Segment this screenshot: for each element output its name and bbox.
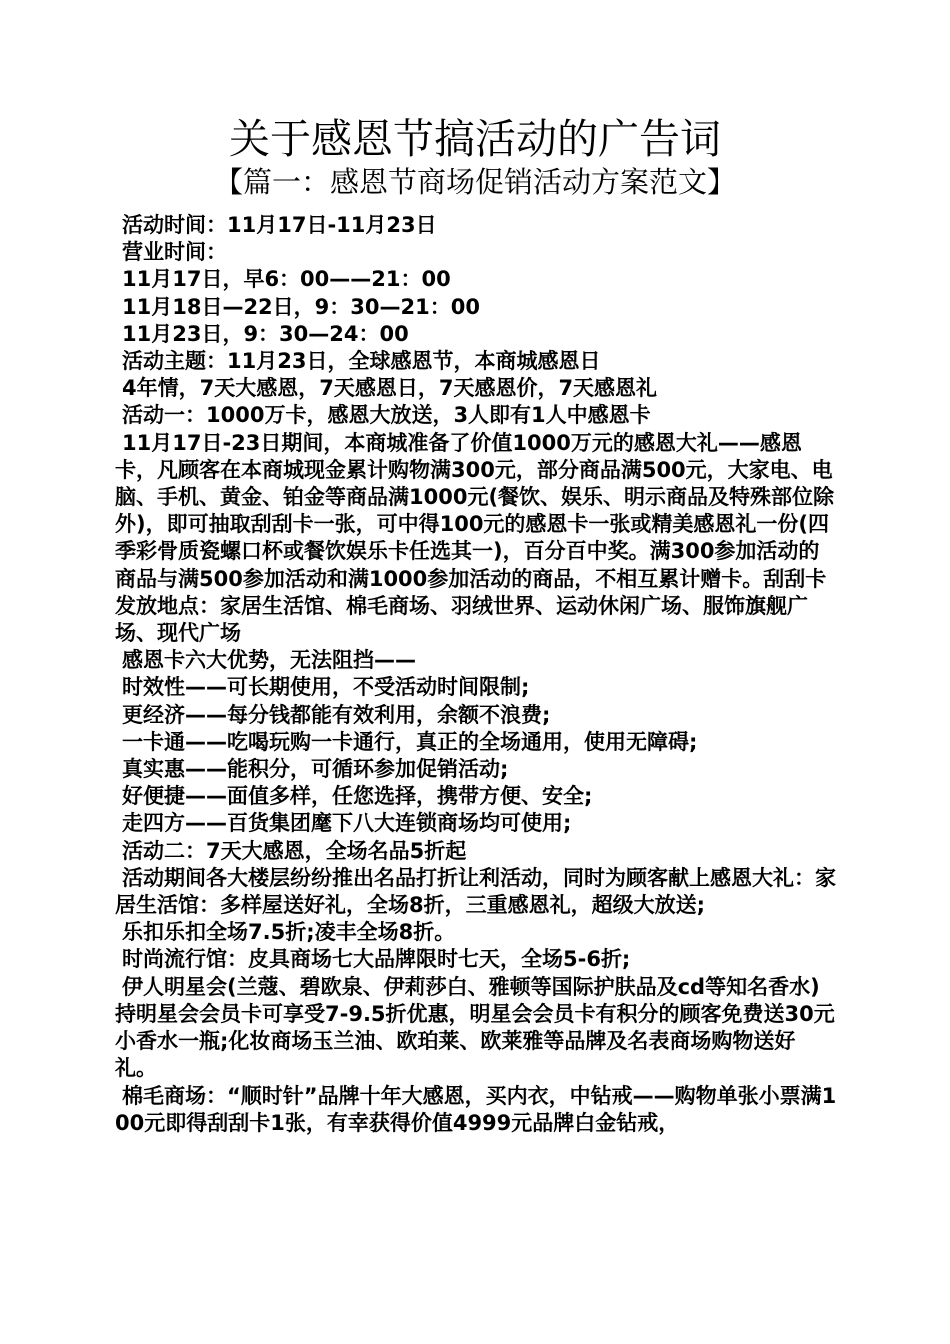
paragraph-advantage-convenience: 好便捷——面值多样，任您选择，携带方便、安全; (122, 784, 593, 809)
paragraph-star-club: 伊人明星会(兰蔻、碧欧泉、伊莉莎白、雅顿等国际护肤品及cd等知名香水)持明星会会员卡可享受7-9.5折优惠，明星会会员卡有积分的顾客免费送30元小香水一瓶;化妆商场玉兰油、欧珀莱、欧莱雅等品牌及名表商场购物送好礼。 (115, 974, 835, 1081)
paragraph-card-advantages-heading: 感恩卡六大优势，无法阻挡—— (122, 648, 416, 673)
paragraph-activity-time: 活动时间：11月17日-11月23日 (122, 213, 437, 237)
paragraph-activity-one-details: 11月17日-23日期间，本商城准备了价值1000万元的感恩大礼——感恩卡，凡顾客在本商城现金累计购物满300元，部分商品满500元，大家电、电脑、手机、黄金、铂金等商品满1000元(餐饮、娱乐、明示商品及特殊部位除外)，即可抽取刮刮卡一张，可中得100元的感恩卡一张或精美感恩礼一份(四季彩骨质瓷螺口杯或餐饮娱乐卡任选其一)，百分百中奖。满300参加活动的商品与满500参加活动和满1000参加活动的商品，不相互累计赠卡。刮刮卡发放地点：家居生活馆、棉毛商场、羽绒世界、运动休闲广场、服饰旗舰广场、现代广场 (115, 430, 835, 646)
paragraph-hours-nov-23: 11月23日，9：30—24：00 (122, 321, 409, 346)
paragraph-theme-slogan: 4年情，7天大感恩，7天感恩日，7天感恩价，7天感恩礼 (122, 376, 658, 401)
paragraph-fashion-hall: 时尚流行馆：皮具商场七大品牌限时七天，全场5-6折; (122, 947, 631, 972)
paragraph-hours-nov-17: 11月17日，早6：00——21：00 (122, 267, 451, 292)
paragraph-advantage-timeliness: 时效性——可长期使用，不受活动时间限制; (122, 675, 530, 700)
paragraph-locklock-discount: 乐扣乐扣全场7.5折;凌丰全场8折。 (122, 920, 456, 945)
paragraph-advantage-coverage: 走四方——百货集团麾下八大连锁商场均可使用; (122, 811, 572, 836)
document-subtitle: 【篇一：感恩节商场促销活动方案范文】 (213, 165, 736, 199)
paragraph-advantage-economy: 更经济——每分钱都能有效利用，余额不浪费; (122, 702, 551, 727)
document-body (115, 212, 837, 1137)
paragraph-activity-two-details: 活动期间各大楼层纷纷推出名品打折让利活动，同时为顾客献上感恩大礼：家居生活馆：多样屋送好礼，全场8折，三重感恩礼，超级大放送; (115, 865, 836, 918)
document-title: 关于感恩节搞活动的广告词 (229, 115, 721, 163)
paragraph-activity-theme: 活动主题：11月23日，全球感恩节，本商城感恩日 (122, 349, 601, 374)
paragraph-hours-nov-18-22: 11月18日—22日，9：30—21：00 (122, 294, 480, 319)
paragraph-activity-two-heading: 活动二：7天大感恩，全场名品5折起 (122, 838, 467, 863)
paragraph-advantage-one-card: 一卡通——吃喝玩购一卡通行，真正的全场通用，使用无障碍; (122, 729, 698, 754)
paragraph-advantage-benefit: 真实惠——能积分，可循环参加促销活动; (122, 757, 509, 782)
paragraph-activity-one-heading: 活动一：1000万卡，感恩大放送，3人即有1人中感恩卡 (122, 403, 651, 428)
paragraph-business-hours-label: 营业时间： (122, 240, 227, 265)
paragraph-cotton-store: 棉毛商场：“顺时针”品牌十年大感恩，买内衣，中钻戒——购物单张小票满100元即得刮刮卡1张，有幸获得价值4999元品牌白金钻戒， (115, 1083, 837, 1135)
